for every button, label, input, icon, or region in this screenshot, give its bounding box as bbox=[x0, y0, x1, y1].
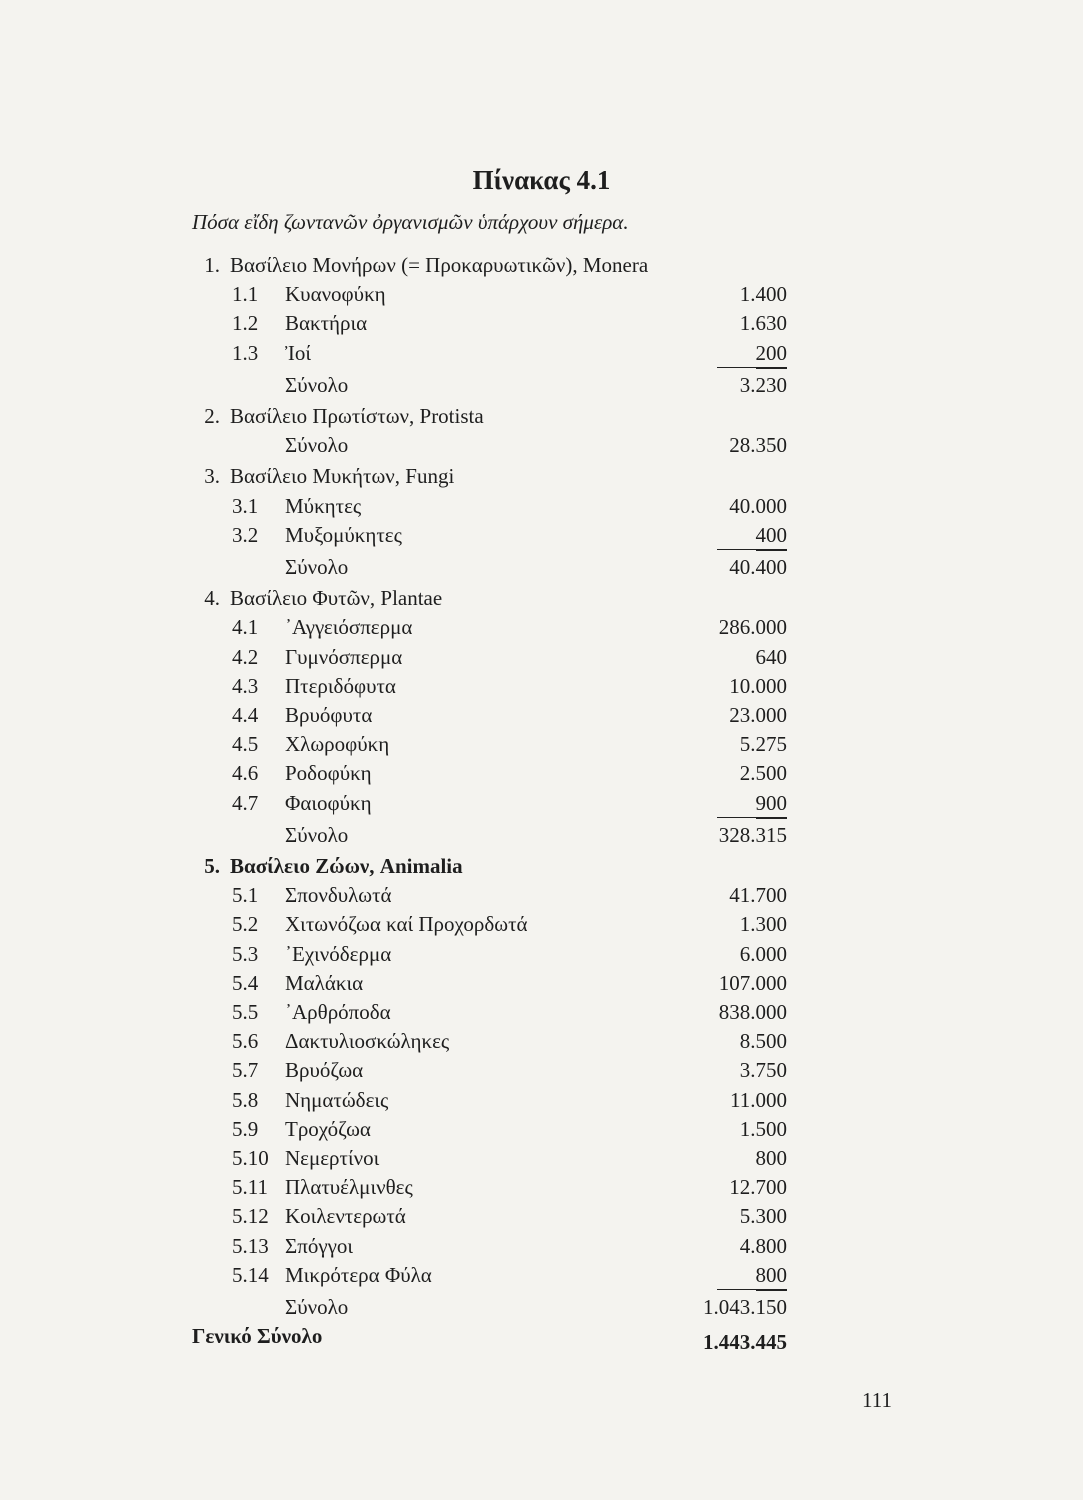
kingdom-number: 1. bbox=[204, 253, 220, 277]
item-row bbox=[0, 1146, 1083, 1176]
item-value: 6.000 bbox=[739, 941, 787, 966]
item-row bbox=[0, 761, 1083, 791]
item-row bbox=[0, 645, 1083, 675]
item-value: 800 bbox=[756, 1263, 788, 1291]
subtotal-row bbox=[0, 433, 1083, 463]
item-name: Σπόγγοι bbox=[285, 1233, 354, 1258]
item-row bbox=[0, 1234, 1083, 1264]
kingdom-row bbox=[0, 404, 1083, 434]
kingdom-number: 3. bbox=[204, 464, 220, 489]
item-value: 1.400 bbox=[739, 282, 787, 307]
item-number: 5.6 bbox=[232, 1029, 259, 1054]
item-number: 4.1 bbox=[232, 615, 259, 640]
item-value: 1.630 bbox=[739, 311, 787, 336]
item-value: 640 bbox=[755, 644, 787, 669]
item-number: 1.3 bbox=[232, 340, 259, 365]
item-row bbox=[0, 1000, 1083, 1030]
item-row bbox=[0, 732, 1083, 762]
kingdom-number: 5. bbox=[204, 854, 220, 878]
item-row bbox=[0, 674, 1083, 704]
item-row bbox=[0, 1263, 1083, 1293]
subtotal-label: Σύνολο bbox=[285, 822, 349, 847]
item-number: 4.2 bbox=[232, 644, 259, 669]
item-number: 5.12 bbox=[232, 1204, 269, 1229]
item-name: Βακτήρια bbox=[285, 311, 368, 336]
item-value: 10.000 bbox=[729, 673, 787, 698]
item-number: 1.1 bbox=[232, 282, 259, 307]
item-row bbox=[0, 523, 1083, 553]
subtotal-label: Σύνολο bbox=[285, 1295, 349, 1319]
page-number: 111 bbox=[862, 1388, 892, 1412]
item-number: 4.3 bbox=[232, 673, 259, 698]
item-number: 4.6 bbox=[232, 761, 259, 786]
kingdom-row bbox=[0, 464, 1083, 494]
kingdom-name: Βασίλειο Ζώων, Animalia bbox=[230, 854, 463, 878]
item-value: 41.700 bbox=[729, 883, 787, 908]
item-name: Χιτωνόζωα καί Προχορδωτά bbox=[285, 912, 528, 937]
item-name: Δακτυλιοσκώληκες bbox=[285, 1029, 450, 1054]
item-row bbox=[0, 1029, 1083, 1059]
item-row bbox=[0, 912, 1083, 942]
item-number: 4.5 bbox=[232, 732, 259, 757]
item-value: 4.800 bbox=[739, 1233, 787, 1258]
item-row bbox=[0, 1175, 1083, 1205]
item-number: 5.4 bbox=[232, 970, 259, 995]
item-value: 800 bbox=[755, 1146, 787, 1170]
item-number: 3.2 bbox=[232, 522, 259, 547]
item-number: 5.11 bbox=[232, 1175, 268, 1200]
subtotal-label: Σύνολο bbox=[285, 372, 349, 397]
subtotal-value: 1.043.150 bbox=[703, 1295, 787, 1319]
subtotal-value: 328.315 bbox=[718, 822, 787, 847]
item-row bbox=[0, 703, 1083, 733]
subtotal-label: Σύνολο bbox=[285, 433, 349, 458]
item-value: 5.275 bbox=[739, 732, 787, 757]
item-row bbox=[0, 971, 1083, 1001]
item-name: Τροχόζωα bbox=[285, 1116, 371, 1141]
item-number: 5.10 bbox=[232, 1146, 269, 1170]
item-number: 1.2 bbox=[232, 311, 259, 336]
item-name: Μικρότερα Φύλα bbox=[285, 1262, 432, 1287]
item-number: 5.7 bbox=[232, 1058, 259, 1083]
subtotal-label: Σύνολο bbox=[285, 555, 349, 579]
item-name: Χλωροφύκη bbox=[285, 732, 390, 757]
item-name: ᾿Αγγειόσπερμα bbox=[285, 615, 413, 640]
item-name: Ἰοί bbox=[285, 340, 312, 365]
grand-total-row bbox=[0, 1324, 1083, 1354]
item-name: Βρυόφυτα bbox=[285, 703, 373, 727]
item-row bbox=[0, 1088, 1083, 1118]
item-value: 23.000 bbox=[729, 703, 787, 727]
item-number: 3.1 bbox=[232, 493, 259, 518]
subtotal-row bbox=[0, 1295, 1083, 1325]
item-name: Νηματώδεις bbox=[285, 1087, 389, 1112]
kingdom-row bbox=[0, 253, 1083, 283]
item-row bbox=[0, 1058, 1083, 1088]
item-name: Βρυόζωα bbox=[285, 1058, 364, 1083]
item-row bbox=[0, 311, 1083, 341]
item-name: Κοιλεντερωτά bbox=[285, 1204, 406, 1229]
item-row bbox=[0, 1204, 1083, 1234]
item-row bbox=[0, 791, 1083, 821]
subtotal-row bbox=[0, 373, 1083, 403]
item-number: 5.5 bbox=[232, 1000, 259, 1024]
kingdom-name: Βασίλειο Μονήρων (= Προκαρυωτικῶν), Monera bbox=[230, 253, 649, 277]
item-name: Πλατυέλμινθες bbox=[285, 1175, 413, 1200]
item-name: Ροδοφύκη bbox=[285, 761, 372, 786]
table-subtitle: Πόσα εἴδη ζωντανῶν ὀργανισμῶν ὑπάρχουν σήμερα. bbox=[192, 210, 629, 234]
item-value: 3.750 bbox=[739, 1058, 787, 1083]
item-number: 5.8 bbox=[232, 1087, 259, 1112]
item-row bbox=[0, 341, 1083, 371]
item-value: 2.500 bbox=[739, 761, 787, 786]
item-number: 5.13 bbox=[232, 1233, 269, 1258]
item-name: Φαιοφύκη bbox=[285, 790, 372, 815]
item-value: 1.500 bbox=[739, 1116, 787, 1141]
item-row bbox=[0, 282, 1083, 312]
item-name: ᾿Αρθρόποδα bbox=[285, 1000, 391, 1024]
kingdom-number: 2. bbox=[204, 404, 220, 428]
subtotal-value: 28.350 bbox=[729, 433, 787, 458]
item-value: 900 bbox=[756, 791, 788, 819]
item-name: Μύκητες bbox=[285, 493, 362, 518]
item-number: 5.14 bbox=[232, 1262, 269, 1287]
item-value: 286.000 bbox=[718, 615, 787, 640]
item-name: Πτεριδόφυτα bbox=[285, 673, 396, 698]
item-value: 40.000 bbox=[729, 493, 787, 518]
grand-total-value: 1.443.445 bbox=[703, 1330, 787, 1355]
item-name: ᾿Εχινόδερμα bbox=[285, 941, 392, 966]
item-number: 4.7 bbox=[232, 790, 259, 815]
kingdom-number: 4. bbox=[204, 586, 220, 611]
item-value: 8.500 bbox=[739, 1029, 787, 1054]
table-title: Πίνακας 4.1 bbox=[472, 165, 611, 195]
item-value: 11.000 bbox=[730, 1087, 787, 1112]
kingdom-row bbox=[0, 586, 1083, 616]
grand-total-label: Γενικό Σύνολο bbox=[192, 1324, 323, 1349]
item-value: 200 bbox=[756, 341, 788, 369]
subtotal-row bbox=[0, 555, 1083, 585]
subtotal-value: 40.400 bbox=[729, 555, 787, 579]
kingdom-name: Βασίλειο Μυκήτων, Fungi bbox=[230, 464, 455, 489]
subtotal-row bbox=[0, 823, 1083, 853]
item-value: 1.300 bbox=[739, 912, 787, 937]
item-name: Μαλάκια bbox=[285, 970, 364, 995]
item-name: Κυανοφύκη bbox=[285, 282, 386, 307]
item-number: 5.2 bbox=[232, 912, 259, 937]
item-number: 4.4 bbox=[232, 703, 259, 727]
item-name: Νεμερτίνοι bbox=[285, 1146, 380, 1170]
item-row bbox=[0, 942, 1083, 972]
item-value: 5.300 bbox=[739, 1204, 787, 1229]
item-name: Γυμνόσπερμα bbox=[285, 644, 403, 669]
item-row bbox=[0, 1117, 1083, 1147]
kingdom-row bbox=[0, 854, 1083, 884]
item-value: 107.000 bbox=[718, 970, 787, 995]
item-row bbox=[0, 883, 1083, 913]
item-row bbox=[0, 615, 1083, 645]
item-number: 5.1 bbox=[232, 883, 259, 908]
item-number: 5.9 bbox=[232, 1116, 259, 1141]
subtotal-value: 3.230 bbox=[739, 372, 787, 397]
item-name: Σπονδυλωτά bbox=[285, 883, 392, 908]
item-number: 5.3 bbox=[232, 941, 259, 966]
item-value: 400 bbox=[756, 523, 788, 551]
kingdom-name: Βασίλειο Πρωτίστων, Protista bbox=[230, 404, 484, 428]
kingdom-name: Βασίλειο Φυτῶν, Plantae bbox=[230, 586, 443, 611]
item-value: 12.700 bbox=[729, 1175, 787, 1200]
item-row bbox=[0, 494, 1083, 524]
item-value: 838.000 bbox=[718, 1000, 787, 1024]
item-name: Μυξομύκητες bbox=[285, 522, 402, 547]
